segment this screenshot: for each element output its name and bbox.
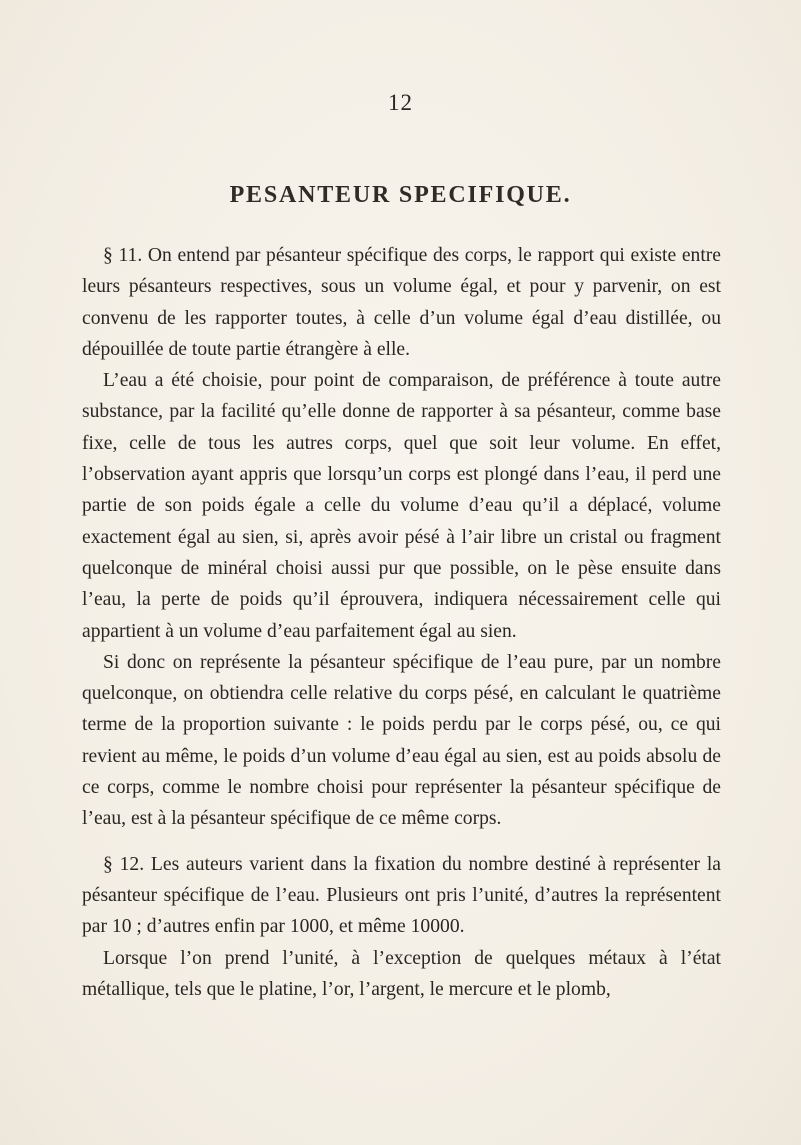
- paragraph-section-11: § 11. On entend par pésanteur spécifique des corps, le rapport qui existe entre leurs pésanteurs respectives, sous un volume égal, et pour y parvenir, on est convenu de les rapporter toutes, à celle d’un volume égal d’eau distillée, ou dépouillée de toute partie étrangère à elle.: [82, 245, 721, 360]
- page-number: 12: [388, 90, 413, 115]
- paragraph-unity: Lorsque l’on prend l’unité, à l’exception de quelques métaux à l’état métallique, tels que le platine, l’or, l’argent, le mercure et le plomb,: [82, 947, 721, 1000]
- paragraph-section-12: § 12. Les auteurs varient dans la fixation du nombre destiné à représenter la pésanteur spécifique de l’eau. Plusieurs ont pris l’unité, d’autres la représentent par 10 ; d’autres enfin par 1000, et même 10000.: [82, 853, 721, 938]
- body-text: [82, 240, 721, 1005]
- section-title: PESANTEUR SPECIFIQUE.: [229, 182, 572, 208]
- paragraph-proportion: Si donc on représente la pésanteur spécifique de l’eau pure, par un nombre quelconque, on obtiendra celle relative du corps pésé, en calculant le quatrième terme de la proportion suivante : le poids perdu par le corps pésé, ou, ce qui revient au même, le poids d’un volume d’eau égal au sien, est au poids absolu de ce corps, comme le nombre choisi pour représenter la pésanteur spécifique de l’eau, est à la pésanteur spécifique de ce même corps.: [82, 651, 721, 830]
- paragraph-water-choice: L’eau a été choisie, pour point de comparaison, de préférence à toute autre substance, par la facilité qu’elle donne de rapporter à sa pésanteur, comme base fixe, celle de tous les autres corps, quel que soit leur volume. En effet, l’observation ayant appris que lorsqu’un corps est plongé dans l’eau, il perd une partie de son poids égale a celle du volume d’eau qu’il a déplacé, volume exactement égal au sien, si, après avoir pésé à l’air libre un cristal ou fragment quelconque de minéral choisi aussi pur que possible, on le pèse ensuite dans l’eau, la perte de poids qu’il éprouvera, indiquera nécessairement celle qui appartient à un volume d’eau parfaitement égal au sien.: [82, 370, 721, 642]
